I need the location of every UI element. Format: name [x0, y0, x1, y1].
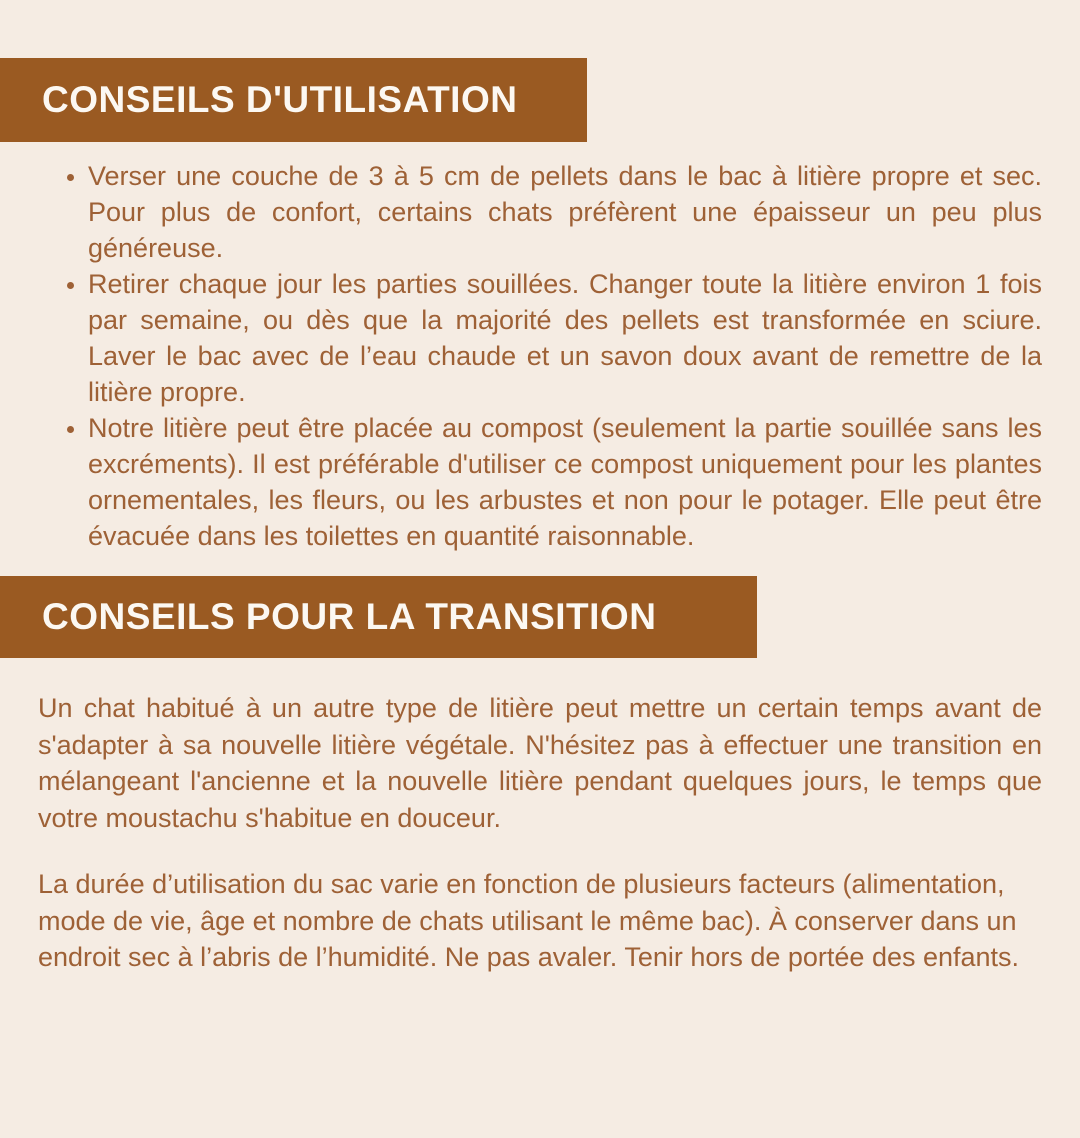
list-item-pour-layer: • Verser une couche de 3 à 5 cm de pellets dans le bac à litière propre et sec. Pour plus de confort, certains chats préfèrent une épaisseur un peu plus généreuse. — [88, 158, 1042, 266]
list-item-daily-cleaning: • Retirer chaque jour les parties souillées. Changer toute la litière environ 1 fois par semaine, ou dès que la majorité des pellets est transformée en sciure. Laver le bac avec de l’eau chaude et un savon doux avant de remettre de la litière propre. — [88, 266, 1042, 410]
section-header-transition — [0, 576, 757, 658]
section-header-utilisation — [0, 58, 587, 142]
section-title-utilisation: CONSEILS D'UTILISATION — [42, 79, 518, 120]
infographic-page — [0, 58, 1080, 1138]
usage-tips-list — [38, 158, 1042, 554]
list-item-compost-disposal: • Notre litière peut être placée au compost (seulement la partie souillée sans les excréments). Il est préférable d'utiliser ce compost uniquement pour les plantes ornementales, les fleurs, ou les arbustes et non pour le potager. Elle peut être évacuée dans les toilettes en quantité raisonnable. — [88, 410, 1042, 554]
transition-advice-paragraph: Un chat habitué à un autre type de litière peut mettre un certain temps avant de s'adapter à sa nouvelle litière végétale. N'hésitez pas à effectuer une transition en mélangeant l'ancienne et la nouvelle litière pendant quelques jours, le temps que votre moustachu s'habitue en douceur. — [38, 693, 1042, 833]
section-title-transition: CONSEILS POUR LA TRANSITION — [42, 596, 657, 637]
usage-duration-storage-paragraph: La durée d’utilisation du sac varie en fonction de plusieurs facteurs (alimentation, mode de vie, âge et nombre de chats utilisant le même bac). À conserver dans un endroit sec à l’abris de l’humidité. Ne pas avaler. Tenir hors de portée des enfants. — [38, 869, 1020, 972]
